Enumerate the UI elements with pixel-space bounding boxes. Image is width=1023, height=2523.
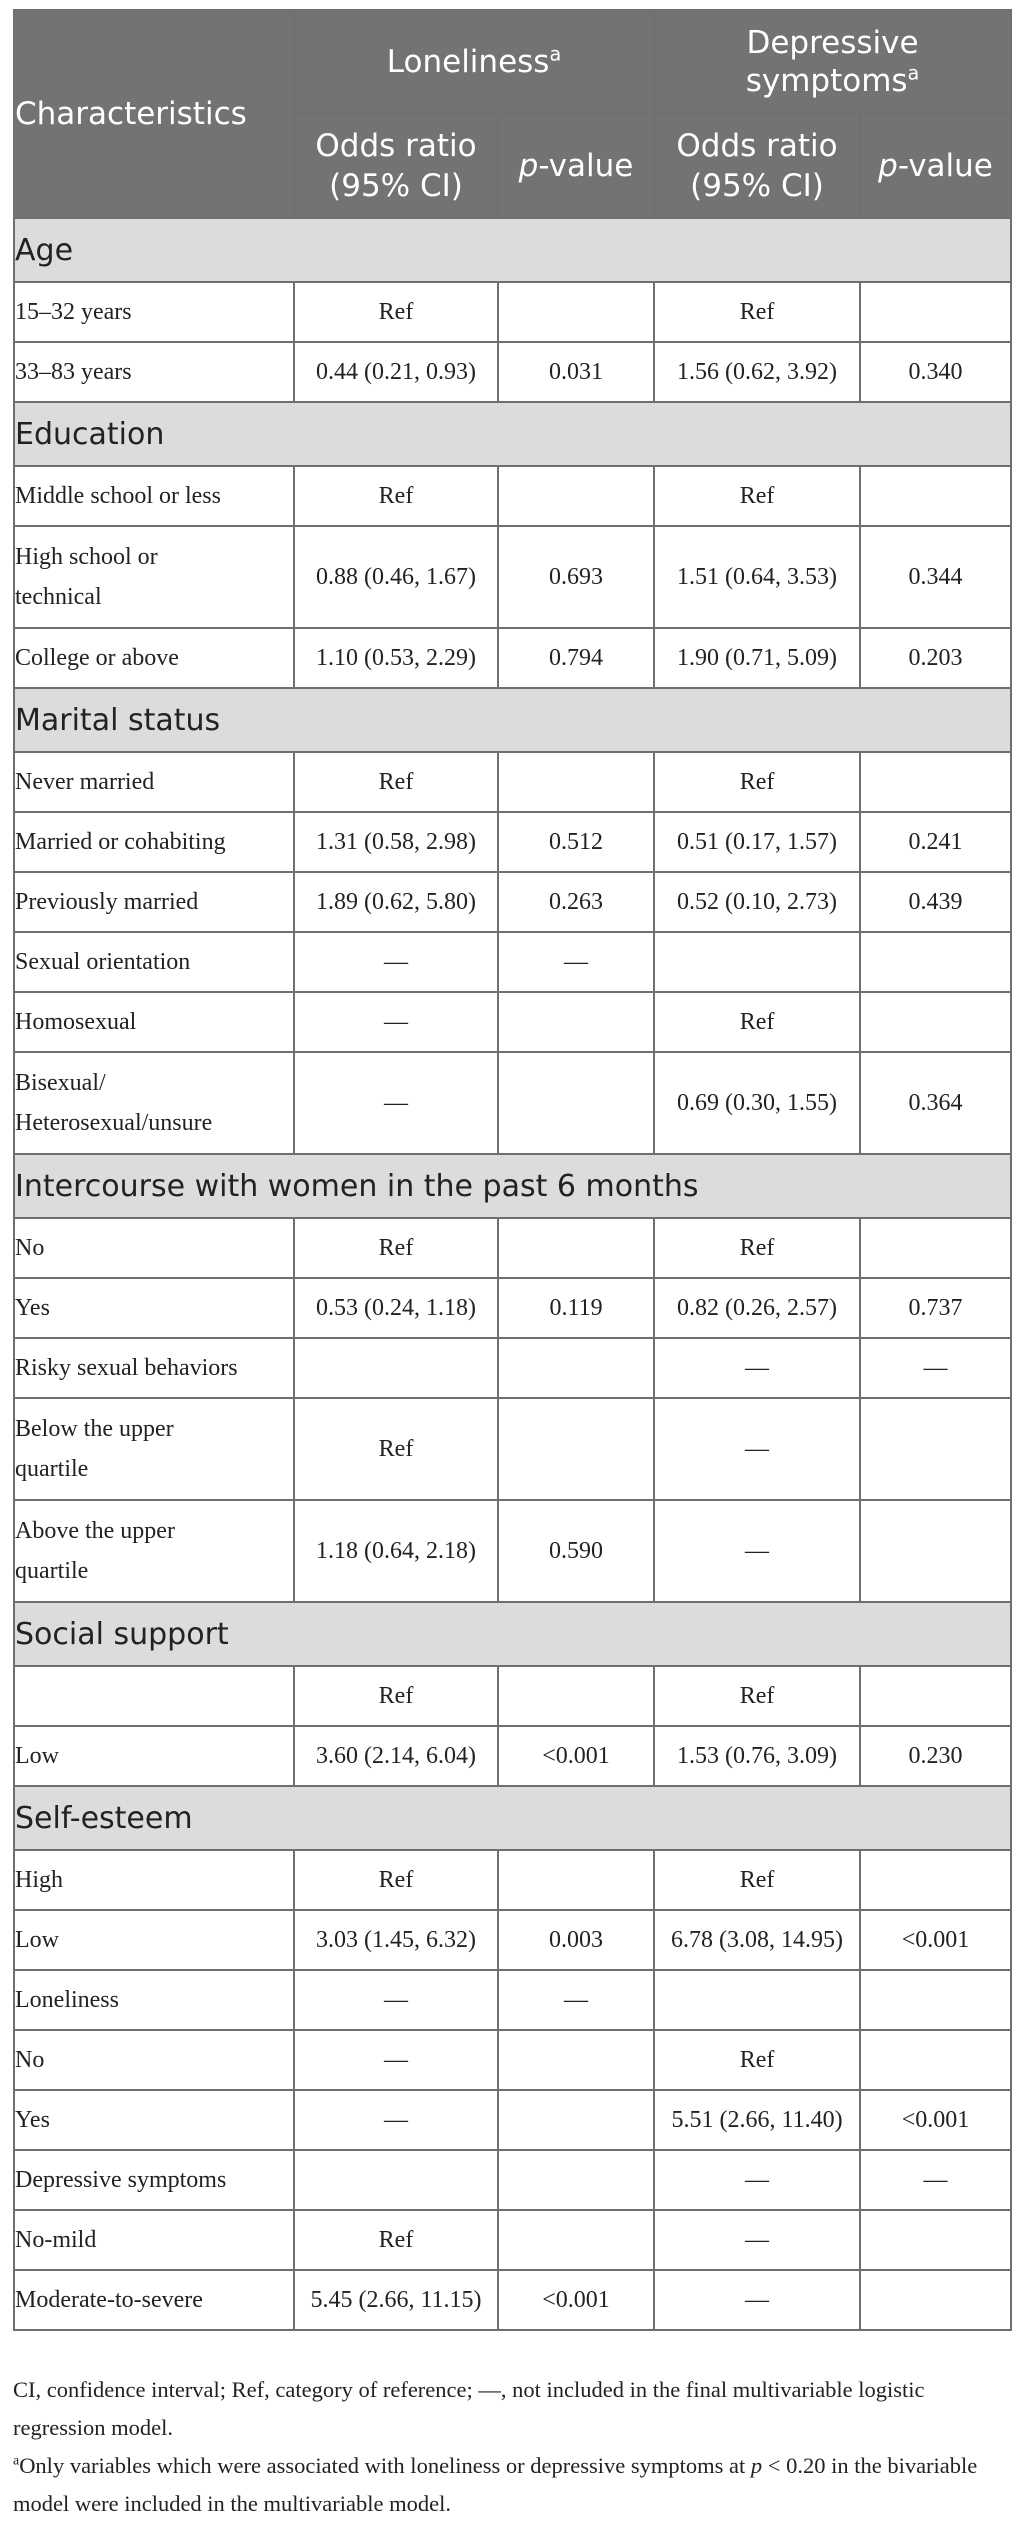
- row-label: [14, 1666, 294, 1726]
- loneliness-odds-ratio: Ref: [294, 752, 498, 812]
- depressive-p-value: 0.203: [860, 628, 1011, 688]
- section-row: [14, 402, 1011, 466]
- depressive-p-value: [860, 1850, 1011, 1910]
- section-label: Social support: [14, 1602, 1011, 1666]
- loneliness-odds-ratio: —: [294, 992, 498, 1052]
- loneliness-odds-ratio: Ref: [294, 1398, 498, 1500]
- loneliness-odds-ratio: 1.18 (0.64, 2.18): [294, 1500, 498, 1602]
- loneliness-p-value: [498, 2030, 654, 2090]
- loneliness-odds-ratio: Ref: [294, 2210, 498, 2270]
- depressive-odds-ratio: 0.52 (0.10, 2.73): [654, 872, 860, 932]
- depressive-p-value: [860, 932, 1011, 992]
- loneliness-or-header: Odds ratio (95% CI): [294, 114, 498, 218]
- characteristics-header: Characteristics: [14, 10, 294, 218]
- depressive-odds-ratio: 1.56 (0.62, 3.92): [654, 342, 860, 402]
- table-row: [14, 2210, 1011, 2270]
- loneliness-odds-ratio: —: [294, 932, 498, 992]
- row-label: 15–32 years: [14, 282, 294, 342]
- loneliness-odds-ratio: 0.88 (0.46, 1.67): [294, 526, 498, 628]
- section-label: Intercourse with women in the past 6 months: [14, 1154, 1011, 1218]
- depressive-p-value: [860, 752, 1011, 812]
- section-label: Marital status: [14, 688, 1011, 752]
- row-label: Depressive symptoms: [14, 2150, 294, 2210]
- loneliness-odds-ratio: 3.03 (1.45, 6.32): [294, 1910, 498, 1970]
- loneliness-odds-ratio: 3.60 (2.14, 6.04): [294, 1726, 498, 1786]
- loneliness-p-value: —: [498, 1970, 654, 2030]
- depressive-p-value: [860, 2030, 1011, 2090]
- footnote-a: $^a$Only variables which were associated with loneliness or depressive symptoms at p < 0.20 in the bivariable model were included in the multivariable model.: [13, 2453, 978, 2516]
- table-row: [14, 812, 1011, 872]
- section-label: Age: [14, 218, 1011, 282]
- depressive-p-value: [860, 1666, 1011, 1726]
- loneliness-p-value: [498, 752, 654, 812]
- depressive-p-value: <0.001: [860, 1910, 1011, 1970]
- depressive-p-value: [860, 2270, 1011, 2330]
- table-row: [14, 466, 1011, 526]
- depressive-odds-ratio: Ref: [654, 1666, 860, 1726]
- table-row: [14, 342, 1011, 402]
- row-label: College or above: [14, 628, 294, 688]
- section-row: [14, 1154, 1011, 1218]
- depressive-odds-ratio: 5.51 (2.66, 11.40): [654, 2090, 860, 2150]
- depressive-p-value: [860, 992, 1011, 1052]
- row-label: Middle school or less: [14, 466, 294, 526]
- table-row: [14, 1910, 1011, 1970]
- depressive-p-value: <0.001: [860, 2090, 1011, 2150]
- loneliness-p-value: [498, 1398, 654, 1500]
- loneliness-odds-ratio: Ref: [294, 282, 498, 342]
- loneliness-p-header: p-value: [498, 114, 654, 218]
- loneliness-p-value: 0.512: [498, 812, 654, 872]
- loneliness-p-value: [498, 2150, 654, 2210]
- loneliness-p-value: 0.031: [498, 342, 654, 402]
- depressive-odds-ratio: 1.51 (0.64, 3.53): [654, 526, 860, 628]
- table-row: [14, 1666, 1011, 1726]
- row-label: High school or technical: [14, 526, 294, 628]
- depressive-odds-ratio: 1.90 (0.71, 5.09): [654, 628, 860, 688]
- loneliness-p-value: 0.590: [498, 1500, 654, 1602]
- loneliness-p-value: 0.693: [498, 526, 654, 628]
- depressive-odds-ratio: [654, 1970, 860, 2030]
- table-row: [14, 2150, 1011, 2210]
- depressive-p-header: p-value: [860, 114, 1011, 218]
- table-row: [14, 1500, 1011, 1602]
- row-label: Bisexual/ Heterosexual/unsure: [14, 1052, 294, 1154]
- loneliness-odds-ratio: Ref: [294, 1850, 498, 1910]
- loneliness-odds-ratio: 1.89 (0.62, 5.80): [294, 872, 498, 932]
- loneliness-odds-ratio: [294, 1338, 498, 1398]
- loneliness-odds-ratio: Ref: [294, 1218, 498, 1278]
- depressive-p-value: [860, 466, 1011, 526]
- table-row: [14, 1338, 1011, 1398]
- depressive-odds-ratio: Ref: [654, 1218, 860, 1278]
- depressive-odds-ratio: 0.69 (0.30, 1.55): [654, 1052, 860, 1154]
- depressive-odds-ratio: Ref: [654, 2030, 860, 2090]
- loneliness-p-value: [498, 1850, 654, 1910]
- depressive-p-value: —: [860, 2150, 1011, 2210]
- depressive-odds-ratio: —: [654, 2270, 860, 2330]
- loneliness-p-value: [498, 2090, 654, 2150]
- loneliness-p-value: 0.263: [498, 872, 654, 932]
- depressive-odds-ratio: 0.82 (0.26, 2.57): [654, 1278, 860, 1338]
- loneliness-odds-ratio: —: [294, 2090, 498, 2150]
- table-row: [14, 1398, 1011, 1500]
- table-row: [14, 2270, 1011, 2330]
- loneliness-p-value: [498, 1052, 654, 1154]
- row-label: Above the upper quartile: [14, 1500, 294, 1602]
- depressive-p-value: [860, 1398, 1011, 1500]
- table-row: [14, 628, 1011, 688]
- depressive-p-value: [860, 1500, 1011, 1602]
- depressive-p-value: [860, 1970, 1011, 2030]
- depressive-odds-ratio: —: [654, 1398, 860, 1500]
- loneliness-header: Loneliness$^a$: [294, 10, 654, 114]
- depressive-p-value: [860, 2210, 1011, 2270]
- table-row: [14, 1850, 1011, 1910]
- section-row: [14, 1786, 1011, 1850]
- depressive-p-value: —: [860, 1338, 1011, 1398]
- loneliness-odds-ratio: Ref: [294, 1666, 498, 1726]
- table-footnotes: [13, 2371, 1010, 2523]
- table-row: [14, 1278, 1011, 1338]
- results-table: [13, 9, 1012, 2331]
- row-label: Loneliness: [14, 1970, 294, 2030]
- loneliness-odds-ratio: 5.45 (2.66, 11.15): [294, 2270, 498, 2330]
- row-label: Yes: [14, 1278, 294, 1338]
- depressive-p-value: 0.340: [860, 342, 1011, 402]
- loneliness-odds-ratio: [294, 2150, 498, 2210]
- depressive-or-header: Odds ratio (95% CI): [654, 114, 860, 218]
- loneliness-odds-ratio: 1.31 (0.58, 2.98): [294, 812, 498, 872]
- table-row: [14, 1970, 1011, 2030]
- row-label: High: [14, 1850, 294, 1910]
- depressive-p-value: 0.364: [860, 1052, 1011, 1154]
- row-label: Moderate-to-severe: [14, 2270, 294, 2330]
- loneliness-p-value: [498, 1338, 654, 1398]
- depressive-odds-ratio: 1.53 (0.76, 3.09): [654, 1726, 860, 1786]
- depressive-odds-ratio: —: [654, 2210, 860, 2270]
- table-row: [14, 872, 1011, 932]
- table-row: [14, 282, 1011, 342]
- loneliness-p-value: 0.119: [498, 1278, 654, 1338]
- table-row: [14, 2090, 1011, 2150]
- row-label: No: [14, 2030, 294, 2090]
- table-row: [14, 1052, 1011, 1154]
- depressive-odds-ratio: —: [654, 1500, 860, 1602]
- loneliness-p-value: [498, 2210, 654, 2270]
- loneliness-p-value: <0.001: [498, 2270, 654, 2330]
- row-label: Low: [14, 1910, 294, 1970]
- depressive-p-value: 0.344: [860, 526, 1011, 628]
- depressive-header: Depressive symptoms$^a$: [654, 10, 1011, 114]
- loneliness-p-value: [498, 466, 654, 526]
- loneliness-odds-ratio: 0.53 (0.24, 1.18): [294, 1278, 498, 1338]
- row-label: 33–83 years: [14, 342, 294, 402]
- table-row: [14, 1218, 1011, 1278]
- loneliness-p-value: 0.003: [498, 1910, 654, 1970]
- depressive-p-value: 0.230: [860, 1726, 1011, 1786]
- row-label: Below the upper quartile: [14, 1398, 294, 1500]
- loneliness-odds-ratio: —: [294, 2030, 498, 2090]
- footnote-abbreviations: CI, confidence interval; Ref, category of reference; —, not included in the final multivariable logistic regression model.: [13, 2377, 925, 2440]
- row-label: No-mild: [14, 2210, 294, 2270]
- loneliness-odds-ratio: 0.44 (0.21, 0.93): [294, 342, 498, 402]
- loneliness-p-value: <0.001: [498, 1726, 654, 1786]
- depressive-odds-ratio: Ref: [654, 752, 860, 812]
- loneliness-p-value: [498, 1666, 654, 1726]
- row-label: Homosexual: [14, 992, 294, 1052]
- depressive-odds-ratio: Ref: [654, 282, 860, 342]
- depressive-p-value: [860, 1218, 1011, 1278]
- depressive-odds-ratio: Ref: [654, 992, 860, 1052]
- section-label: Education: [14, 402, 1011, 466]
- row-label: No: [14, 1218, 294, 1278]
- depressive-odds-ratio: Ref: [654, 1850, 860, 1910]
- header-row-1: [14, 10, 1011, 114]
- table-row: [14, 526, 1011, 628]
- depressive-odds-ratio: —: [654, 2150, 860, 2210]
- depressive-p-value: [860, 282, 1011, 342]
- depressive-odds-ratio: [654, 932, 860, 992]
- table-row: [14, 1726, 1011, 1786]
- loneliness-p-value: [498, 1218, 654, 1278]
- depressive-odds-ratio: —: [654, 1338, 860, 1398]
- depressive-p-value: 0.737: [860, 1278, 1011, 1338]
- depressive-odds-ratio: 6.78 (3.08, 14.95): [654, 1910, 860, 1970]
- table-row: [14, 932, 1011, 992]
- row-label: Previously married: [14, 872, 294, 932]
- loneliness-p-value: [498, 282, 654, 342]
- depressive-odds-ratio: Ref: [654, 466, 860, 526]
- loneliness-odds-ratio: —: [294, 1970, 498, 2030]
- row-label: Risky sexual behaviors: [14, 1338, 294, 1398]
- table-row: [14, 992, 1011, 1052]
- loneliness-p-value: —: [498, 932, 654, 992]
- table-row: [14, 752, 1011, 812]
- row-label: Married or cohabiting: [14, 812, 294, 872]
- row-label: Low: [14, 1726, 294, 1786]
- row-label: Never married: [14, 752, 294, 812]
- loneliness-p-value: 0.794: [498, 628, 654, 688]
- loneliness-p-value: [498, 992, 654, 1052]
- section-row: [14, 688, 1011, 752]
- row-label: Yes: [14, 2090, 294, 2150]
- depressive-p-value: 0.439: [860, 872, 1011, 932]
- section-row: [14, 1602, 1011, 1666]
- section-label: Self-esteem: [14, 1786, 1011, 1850]
- depressive-odds-ratio: 0.51 (0.17, 1.57): [654, 812, 860, 872]
- section-row: [14, 218, 1011, 282]
- table-row: [14, 2030, 1011, 2090]
- loneliness-odds-ratio: 1.10 (0.53, 2.29): [294, 628, 498, 688]
- loneliness-odds-ratio: Ref: [294, 466, 498, 526]
- loneliness-odds-ratio: —: [294, 1052, 498, 1154]
- row-label: Sexual orientation: [14, 932, 294, 992]
- depressive-p-value: 0.241: [860, 812, 1011, 872]
